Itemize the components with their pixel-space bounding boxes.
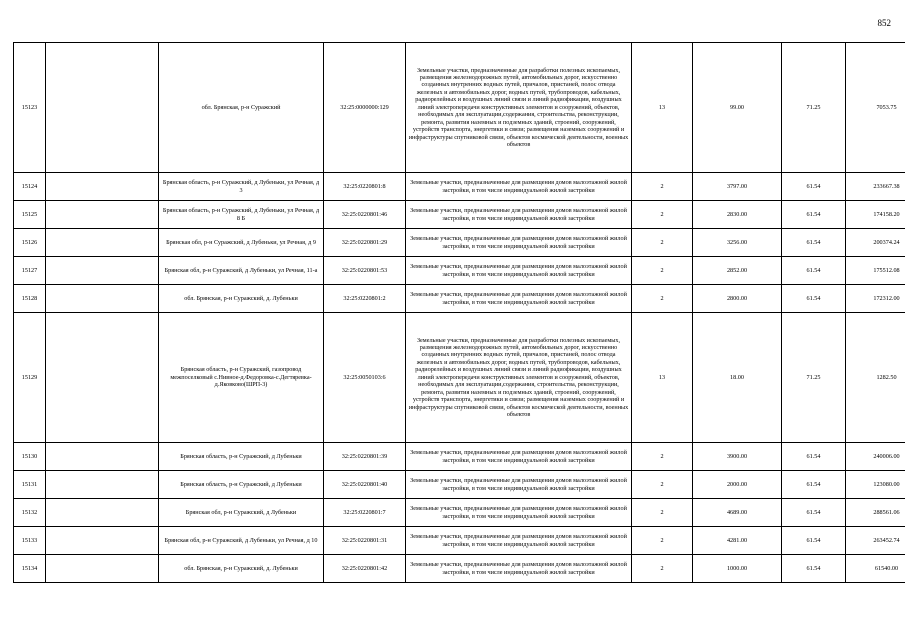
category-cell: 2 [632, 257, 693, 285]
address-cell: обл. Брянская, р-н Суражский [159, 43, 324, 173]
cadastral-value-cell: 123080.00 [846, 471, 905, 499]
cadastral-value-cell: 174158.20 [846, 201, 905, 229]
permitted-use-cell: Земельные участки, предназначенные для размещения домов малоэтажной жилой застройки, в том числе индивидуальной жилой застройки [406, 201, 632, 229]
row-number: 15131 [14, 471, 46, 499]
rate-cell: 61.54 [782, 527, 846, 555]
category-cell: 13 [632, 43, 693, 173]
area-cell: 2800.00 [693, 285, 782, 313]
address-cell: Брянская обл, р-н Суражский, д Лубеньки, ул Речная, д 10 [159, 527, 324, 555]
address-cell: Брянская область, р-н Суражский, д Лубеньки, ул Речная, д 3 [159, 173, 324, 201]
row-number: 15127 [14, 257, 46, 285]
table-row [14, 443, 905, 471]
row-number: 15126 [14, 229, 46, 257]
cadastral-number-cell: 32:25:0220801:40 [324, 471, 406, 499]
row-number: 15129 [14, 313, 46, 443]
table-row [14, 499, 905, 527]
rate-cell: 61.54 [782, 499, 846, 527]
table-row [14, 285, 905, 313]
address-cell: Брянская область, р-н Суражский, д Лубеньки [159, 443, 324, 471]
area-cell: 4689.00 [693, 499, 782, 527]
row-number: 15133 [14, 527, 46, 555]
rate-cell: 61.54 [782, 285, 846, 313]
empty-cell [46, 313, 159, 443]
empty-cell [46, 471, 159, 499]
permitted-use-cell: Земельные участки, предназначенные для разработки полезных ископаемых, размещения железнодорожных путей, автомобильных дорог, искусственно созданных внутренних водных путей, причалов, пристаней, полос отвода железных и автомобильных дорог, водных путей, трубопроводов, кабельных, радиорелейных и воздушных линий связи и линий радиофикации, воздушных линий электропередачи конструктивных элементов и сооружений, объектов, необходимых для эксплуатации,содержания, строительства, реконструкции, ремонта, развития наземных и подземных зданий, строений, сооружений, устройств транспорта, энергетики и связи; размещения наземных сооружений и инфраструктуры спутниковой связи, объектов космической деятельности, военных объектов [406, 43, 632, 173]
table-row [14, 173, 905, 201]
category-cell: 2 [632, 285, 693, 313]
table-row [14, 313, 905, 443]
category-cell: 2 [632, 499, 693, 527]
cadastral-value-cell: 172312.00 [846, 285, 905, 313]
address-cell: обл. Брянская, р-н Суражский, д. Лубеньки [159, 555, 324, 583]
address-cell: Брянская обл, р-н Суражский, д Лубеньки, ул Речная, 11-а [159, 257, 324, 285]
rate-cell: 61.54 [782, 471, 846, 499]
land-registry-table [13, 42, 905, 583]
table-row [14, 555, 905, 583]
row-number: 15125 [14, 201, 46, 229]
rate-cell: 61.54 [782, 257, 846, 285]
area-cell: 2000.00 [693, 471, 782, 499]
rate-cell: 71.25 [782, 313, 846, 443]
category-cell: 2 [632, 527, 693, 555]
address-cell: Брянская обл, р-н Суражский, д Лубеньки, ул Речная, д 9 [159, 229, 324, 257]
rate-cell: 71.25 [782, 43, 846, 173]
cadastral-number-cell: 32:25:0050103:6 [324, 313, 406, 443]
area-cell: 3900.00 [693, 443, 782, 471]
row-number: 15134 [14, 555, 46, 583]
empty-cell [46, 257, 159, 285]
cadastral-number-cell: 32:25:0000000:129 [324, 43, 406, 173]
cadastral-value-cell: 233667.38 [846, 173, 905, 201]
cadastral-number-cell: 32:25:0220801:53 [324, 257, 406, 285]
rate-cell: 61.54 [782, 201, 846, 229]
cadastral-number-cell: 32:25:0220801:2 [324, 285, 406, 313]
address-cell: Брянская область, р-н Суражский, газопровод межпоселковый с.Нивное-д.Федоровка-с.Дегтяревка-д.Яковково(ШРП-3) [159, 313, 324, 443]
permitted-use-cell: Земельные участки, предназначенные для размещения домов малоэтажной жилой застройки, в том числе индивидуальной жилой застройки [406, 471, 632, 499]
empty-cell [46, 201, 159, 229]
category-cell: 2 [632, 173, 693, 201]
rate-cell: 61.54 [782, 555, 846, 583]
cadastral-value-cell: 240006.00 [846, 443, 905, 471]
table-row [14, 201, 905, 229]
empty-cell [46, 443, 159, 471]
permitted-use-cell: Земельные участки, предназначенные для разработки полезных ископаемых, размещения железнодорожных путей, автомобильных дорог, искусственно созданных внутренних водных путей, причалов, пристаней, полос отвода железных и автомобильных дорог, водных путей, трубопроводов, кабельных, радиорелейных и воздушных линий связи и линий радиофикации, воздушных линий электропередачи конструктивных элементов и сооружений, объектов, необходимых для эксплуатации,содержания, строительства, реконструкции, ремонта, развития наземных и подземных зданий, строений, сооружений, устройств транспорта, энергетики и связи; размещения наземных сооружений и инфраструктуры спутниковой связи, объектов космической деятельности, военных объектов [406, 313, 632, 443]
cadastral-number-cell: 32:25:0220801:8 [324, 173, 406, 201]
cadastral-value-cell: 288561.06 [846, 499, 905, 527]
cadastral-number-cell: 32:25:0220801:31 [324, 527, 406, 555]
table-row [14, 43, 905, 173]
page-number: 852 [877, 18, 891, 28]
empty-cell [46, 173, 159, 201]
empty-cell [46, 229, 159, 257]
permitted-use-cell: Земельные участки, предназначенные для размещения домов малоэтажной жилой застройки, в том числе индивидуальной жилой застройки [406, 555, 632, 583]
permitted-use-cell: Земельные участки, предназначенные для размещения домов малоэтажной жилой застройки, в том числе индивидуальной жилой застройки [406, 229, 632, 257]
address-cell: Брянская обл, р-н Суражский, д Лубеньки [159, 499, 324, 527]
table-row [14, 229, 905, 257]
permitted-use-cell: Земельные участки, предназначенные для размещения домов малоэтажной жилой застройки, в том числе индивидуальной жилой застройки [406, 443, 632, 471]
empty-cell [46, 43, 159, 173]
address-cell: обл. Брянская, р-н Суражский, д. Лубеньки [159, 285, 324, 313]
area-cell: 1000.00 [693, 555, 782, 583]
permitted-use-cell: Земельные участки, предназначенные для размещения домов малоэтажной жилой застройки, в том числе индивидуальной жилой застройки [406, 527, 632, 555]
table-body [14, 43, 905, 583]
row-number: 15123 [14, 43, 46, 173]
empty-cell [46, 555, 159, 583]
cadastral-number-cell: 32:25:0220801:46 [324, 201, 406, 229]
address-cell: Брянская область, р-н Суражский, д Лубеньки [159, 471, 324, 499]
cadastral-number-cell: 32:25:0220801:7 [324, 499, 406, 527]
category-cell: 2 [632, 201, 693, 229]
area-cell: 3797.00 [693, 173, 782, 201]
cadastral-number-cell: 32:25:0220801:29 [324, 229, 406, 257]
table-row [14, 527, 905, 555]
address-cell: Брянская область, р-н Суражский, д Лубеньки, ул Речная, д 8 Б [159, 201, 324, 229]
cadastral-number-cell: 32:25:0220801:42 [324, 555, 406, 583]
row-number: 15128 [14, 285, 46, 313]
cadastral-value-cell: 263452.74 [846, 527, 905, 555]
rate-cell: 61.54 [782, 443, 846, 471]
category-cell: 2 [632, 229, 693, 257]
permitted-use-cell: Земельные участки, предназначенные для размещения домов малоэтажной жилой застройки, в том числе индивидуальной жилой застройки [406, 173, 632, 201]
empty-cell [46, 285, 159, 313]
rate-cell: 61.54 [782, 173, 846, 201]
permitted-use-cell: Земельные участки, предназначенные для размещения домов малоэтажной жилой застройки, в том числе индивидуальной жилой застройки [406, 285, 632, 313]
area-cell: 4281.00 [693, 527, 782, 555]
cadastral-value-cell: 7053.75 [846, 43, 905, 173]
cadastral-value-cell: 175512.08 [846, 257, 905, 285]
rate-cell: 61.54 [782, 229, 846, 257]
category-cell: 2 [632, 443, 693, 471]
category-cell: 13 [632, 313, 693, 443]
cadastral-value-cell: 1282.50 [846, 313, 905, 443]
cadastral-value-cell: 200374.24 [846, 229, 905, 257]
row-number: 15124 [14, 173, 46, 201]
permitted-use-cell: Земельные участки, предназначенные для размещения домов малоэтажной жилой застройки, в том числе индивидуальной жилой застройки [406, 499, 632, 527]
table-row [14, 257, 905, 285]
area-cell: 18.00 [693, 313, 782, 443]
cadastral-number-cell: 32:25:0220801:39 [324, 443, 406, 471]
empty-cell [46, 527, 159, 555]
area-cell: 3256.00 [693, 229, 782, 257]
empty-cell [46, 499, 159, 527]
area-cell: 2830.00 [693, 201, 782, 229]
area-cell: 2852.00 [693, 257, 782, 285]
table-row [14, 471, 905, 499]
category-cell: 2 [632, 471, 693, 499]
cadastral-value-cell: 61540.00 [846, 555, 905, 583]
area-cell: 99.00 [693, 43, 782, 173]
row-number: 15130 [14, 443, 46, 471]
row-number: 15132 [14, 499, 46, 527]
category-cell: 2 [632, 555, 693, 583]
permitted-use-cell: Земельные участки, предназначенные для размещения домов малоэтажной жилой застройки, в том числе индивидуальной жилой застройки [406, 257, 632, 285]
